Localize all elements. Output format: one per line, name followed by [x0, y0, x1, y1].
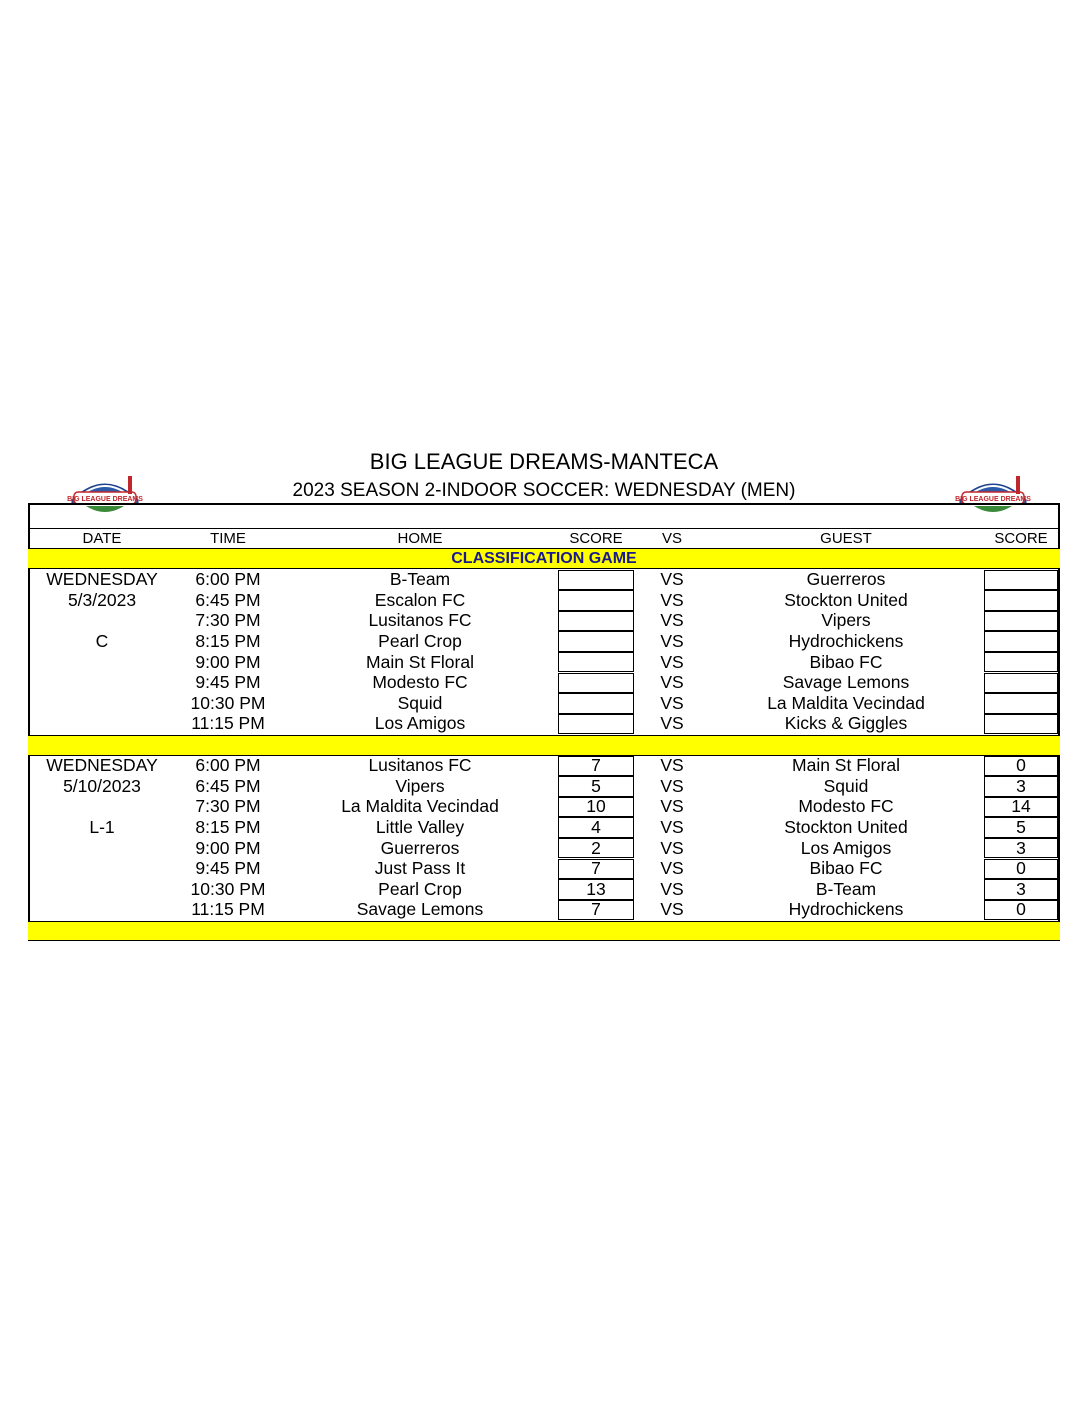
game-time: 8:15 PM	[195, 817, 261, 838]
game-row	[28, 611, 1060, 632]
game-row	[28, 693, 1060, 714]
game-time: 6:00 PM	[195, 569, 261, 590]
vs-label: VS	[660, 651, 684, 672]
week-day: WEDNESDAY	[46, 569, 158, 590]
guest-team: Bibao FC	[809, 651, 883, 672]
game-time: 6:00 PM	[195, 755, 261, 776]
home-score	[558, 570, 634, 591]
vs-label: VS	[660, 899, 684, 920]
home-team: Main St Floral	[366, 651, 474, 672]
home-team: Guerreros	[380, 837, 460, 858]
guest-team: B-Team	[815, 878, 877, 899]
home-score: 10	[558, 797, 634, 818]
guest-team: Bibao FC	[809, 858, 883, 879]
game-row	[28, 817, 1060, 838]
col-guest: GUEST	[820, 530, 872, 547]
vs-label: VS	[660, 755, 684, 776]
home-score	[558, 693, 634, 714]
guest-score: 3	[984, 838, 1058, 859]
game-row	[28, 859, 1060, 880]
guest-score: 0	[984, 900, 1058, 921]
game-time: 6:45 PM	[195, 775, 261, 796]
svg-text:BIG LEAGUE DREAMS: BIG LEAGUE DREAMS	[955, 496, 1031, 503]
week-day: WEDNESDAY	[46, 755, 158, 776]
svg-text:BIG LEAGUE DREAMS: BIG LEAGUE DREAMS	[67, 496, 143, 503]
home-team: Lusitanos FC	[368, 755, 472, 776]
home-team: B-Team	[389, 569, 451, 590]
home-score	[558, 714, 634, 735]
guest-score: 0	[984, 756, 1058, 777]
game-row	[28, 631, 1060, 652]
home-team: Vipers	[395, 775, 445, 796]
home-score	[558, 611, 634, 632]
game-row	[28, 570, 1060, 591]
home-score: 2	[558, 838, 634, 859]
col-home-score: SCORE	[569, 530, 623, 547]
home-team: Just Pass It	[374, 858, 466, 879]
vs-label: VS	[660, 796, 684, 817]
guest-score	[984, 693, 1058, 714]
vs-label: VS	[660, 610, 684, 631]
guest-score	[984, 652, 1058, 673]
game-row	[28, 673, 1060, 694]
home-team: Savage Lemons	[356, 899, 484, 920]
game-row	[28, 797, 1060, 818]
vs-label: VS	[660, 692, 684, 713]
col-guest-score: SCORE	[994, 530, 1048, 547]
vs-label: VS	[660, 878, 684, 899]
home-team: Squid	[397, 692, 443, 713]
home-team: Little Valley	[375, 817, 465, 838]
game-time: 9:00 PM	[195, 651, 261, 672]
guest-team: Vipers	[821, 610, 871, 631]
guest-team: Hydrochickens	[788, 631, 904, 652]
home-team: Escalon FC	[374, 589, 466, 610]
home-score: 4	[558, 817, 634, 838]
guest-score	[984, 590, 1058, 611]
home-score	[558, 652, 634, 673]
game-row	[28, 900, 1060, 921]
game-time: 10:30 PM	[190, 878, 266, 899]
guest-team: Savage Lemons	[782, 672, 910, 693]
game-row	[28, 652, 1060, 673]
banner-text: CLASSIFICATION GAME	[451, 549, 637, 567]
game-row	[28, 776, 1060, 797]
guest-team: Main St Floral	[792, 755, 900, 776]
col-vs: VS	[661, 530, 682, 547]
guest-team: Kicks & Giggles	[784, 713, 908, 734]
home-score: 5	[558, 776, 634, 797]
home-team: Los Amigos	[374, 713, 466, 734]
guest-score: 5	[984, 817, 1058, 838]
home-score	[558, 631, 634, 652]
vs-label: VS	[660, 569, 684, 590]
game-row	[28, 756, 1060, 777]
game-row	[28, 838, 1060, 859]
guest-team: Hydrochickens	[788, 899, 904, 920]
vs-label: VS	[660, 672, 684, 693]
vs-label: VS	[660, 837, 684, 858]
classification-banner	[28, 548, 1060, 569]
guest-score	[984, 631, 1058, 652]
vs-label: VS	[660, 858, 684, 879]
game-row	[28, 590, 1060, 611]
guest-team: Squid	[823, 775, 869, 796]
week-code: L-1	[89, 817, 115, 838]
vs-label: VS	[660, 589, 684, 610]
guest-score	[984, 611, 1058, 632]
footer-bar	[28, 921, 1060, 941]
week-date: 5/3/2023	[67, 589, 137, 610]
guest-score	[984, 673, 1058, 694]
game-time: 8:15 PM	[195, 631, 261, 652]
home-team: Pearl Crop	[378, 878, 462, 899]
game-row	[28, 879, 1060, 900]
home-score: 7	[558, 900, 634, 921]
game-time: 6:45 PM	[195, 589, 261, 610]
game-time: 11:15 PM	[191, 899, 265, 920]
guest-team: Stockton United	[784, 817, 908, 838]
home-team: Pearl Crop	[378, 631, 462, 652]
game-time: 9:45 PM	[195, 858, 261, 879]
vs-label: VS	[660, 713, 684, 734]
guest-team: La Maldita Vecindad	[767, 692, 925, 713]
home-score: 13	[558, 879, 634, 900]
guest-team: Stockton United	[784, 589, 908, 610]
guest-score	[984, 570, 1058, 591]
week-date: 5/10/2023	[63, 775, 141, 796]
game-time: 9:00 PM	[195, 837, 261, 858]
game-time: 11:15 PM	[191, 713, 265, 734]
vs-label: VS	[660, 817, 684, 838]
page-title: BIG LEAGUE DREAMS-MANTECA	[369, 449, 719, 474]
home-score	[558, 673, 634, 694]
game-time: 9:45 PM	[195, 672, 261, 693]
home-score	[558, 590, 634, 611]
col-date: DATE	[82, 530, 122, 547]
guest-score	[984, 714, 1058, 735]
guest-team: Los Amigos	[800, 837, 892, 858]
home-score: 7	[558, 756, 634, 777]
home-score: 7	[558, 859, 634, 880]
guest-score: 14	[984, 797, 1058, 818]
guest-score: 3	[984, 879, 1058, 900]
home-team: La Maldita Vecindad	[341, 796, 499, 817]
guest-team: Guerreros	[806, 569, 886, 590]
game-time: 7:30 PM	[195, 610, 261, 631]
game-row	[28, 714, 1060, 735]
guest-score: 3	[984, 776, 1058, 797]
col-time: TIME	[210, 530, 246, 547]
game-time: 7:30 PM	[195, 796, 261, 817]
col-home: HOME	[397, 530, 443, 547]
home-team: Lusitanos FC	[368, 610, 472, 631]
week-separator	[28, 735, 1060, 756]
guest-score: 0	[984, 859, 1058, 880]
vs-label: VS	[660, 775, 684, 796]
vs-label: VS	[660, 631, 684, 652]
guest-team: Modesto FC	[798, 796, 894, 817]
page-subtitle: 2023 SEASON 2-INDOOR SOCCER: WEDNESDAY (MEN)	[292, 480, 796, 501]
column-header-row	[28, 528, 1060, 548]
home-team: Modesto FC	[372, 672, 468, 693]
game-time: 10:30 PM	[190, 692, 266, 713]
week-code: C	[95, 631, 109, 652]
